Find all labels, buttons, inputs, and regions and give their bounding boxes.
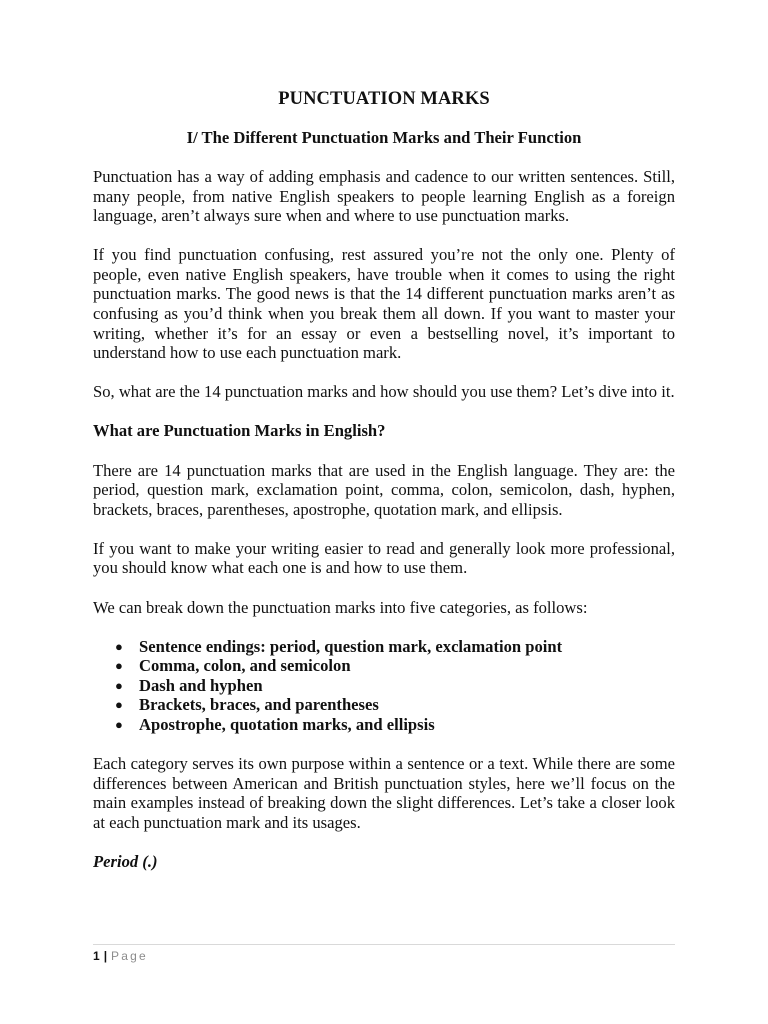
body-paragraph-2: If you want to make your writing easier to read and generally look more professional, you should know what each one is and how to use them.	[93, 538, 675, 578]
body-paragraph-1: There are 14 punctuation marks that are used in the English language. They are: the period, question mark, exclamation point, comma, colon, semicolon, dash, hyphen, brackets, braces, parentheses, apostrophe, quotation mark, and ellipsis.	[93, 460, 675, 519]
intro-paragraph-2: If you find punctuation confusing, rest assured you’re not the only one. Plenty of people, even native English speakers, have trouble when it comes to using the right punctuation marks. The good news is that the 14 different punctuation marks aren’t as confusing as you’d think when you break them all down. If you want to master your writing, whether it’s for an essay or even a bestselling novel, it’s important to understand how to use each punctuation mark.	[93, 245, 675, 363]
bullet-icon: ●	[115, 677, 123, 693]
page-label: Page	[111, 949, 148, 963]
bullet-icon: ●	[115, 638, 123, 654]
list-item	[93, 695, 675, 715]
intro-paragraph-1: Punctuation has a way of adding emphasis and cadence to our written sentences. Still, many people, from native English speakers to people learning English as a foreign language, aren’t always sure when and where to use punctuation marks.	[93, 167, 675, 226]
body-paragraph-3: We can break down the punctuation marks into five categories, as follows:	[93, 597, 588, 617]
list-item-text: Brackets, braces, and parentheses	[139, 695, 379, 715]
list-item-text: Dash and hyphen	[139, 675, 263, 695]
section-heading-period: Period (.)	[93, 851, 158, 871]
document-title: PUNCTUATION MARKS	[278, 89, 490, 109]
list-item	[93, 676, 675, 696]
intro-paragraph-3: So, what are the 14 punctuation marks and how should you use them? Let’s dive into it.	[93, 382, 675, 402]
list-item	[93, 656, 675, 676]
bullet-icon: ●	[115, 716, 123, 732]
list-item	[93, 637, 675, 657]
bullet-icon: ●	[115, 658, 123, 674]
footer-separator: |	[103, 949, 108, 963]
list-item	[93, 715, 675, 735]
page-footer	[93, 948, 148, 964]
document-subtitle: I/ The Different Punctuation Marks and Their Function	[186, 128, 582, 147]
list-item-text: Sentence endings: period, question mark, exclamation point	[139, 636, 563, 656]
list-item-text: Comma, colon, and semicolon	[139, 656, 351, 676]
section-heading-what-are: What are Punctuation Marks in English?	[93, 421, 386, 441]
footer-divider	[93, 944, 675, 945]
category-list	[93, 637, 675, 735]
bullet-icon: ●	[115, 697, 123, 713]
closing-paragraph: Each category serves its own purpose within a sentence or a text. While there are some differences between American and British punctuation styles, here we’ll focus on the main examples instead of breaking down the slight differences. Let’s take a closer look at each punctuation mark and its usages.	[93, 754, 675, 832]
list-item-text: Apostrophe, quotation marks, and ellipsis	[139, 714, 435, 734]
page-number: 1	[93, 949, 100, 963]
document-body	[93, 88, 675, 872]
